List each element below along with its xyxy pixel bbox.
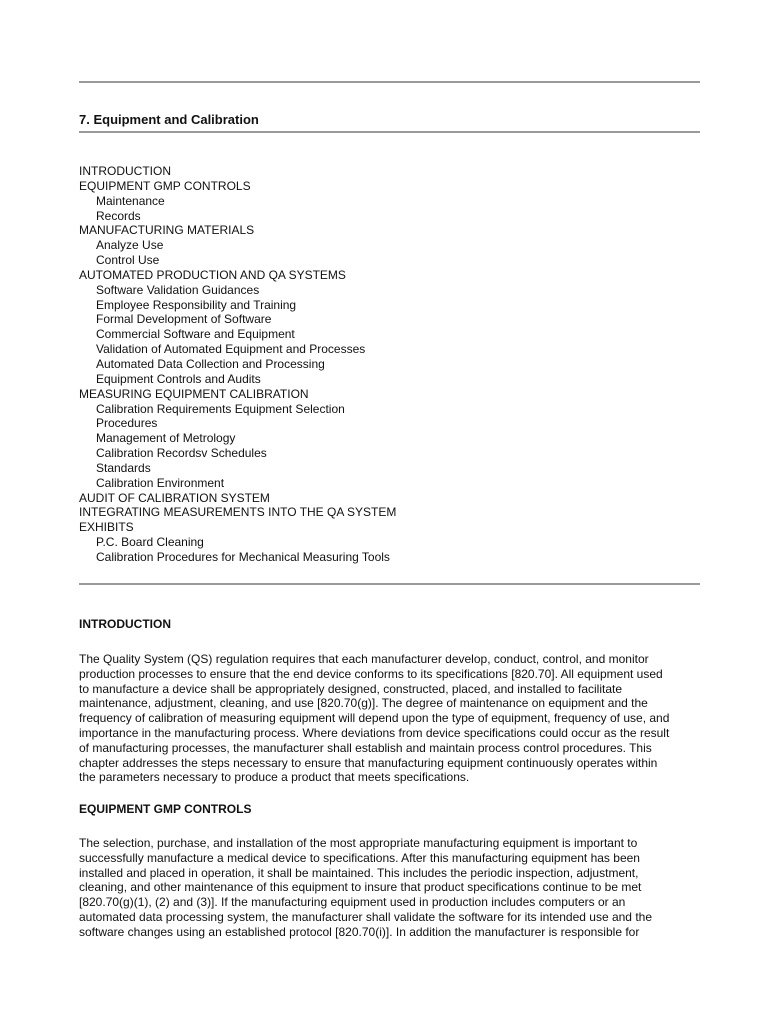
paragraph-line: chapter addresses the steps necessary to ensure that manufacturing equipment continuously operates within bbox=[79, 755, 658, 770]
toc-subentry[interactable]: Calibration Environment bbox=[96, 475, 225, 490]
table-of-contents bbox=[79, 164, 396, 565]
toc-entry[interactable]: EQUIPMENT GMP CONTROLS bbox=[79, 178, 251, 193]
toc-entry[interactable]: MANUFACTURING MATERIALS bbox=[79, 223, 255, 238]
toc-subentry[interactable]: Calibration Recordsv Schedules bbox=[96, 446, 267, 461]
introduction-heading: INTRODUCTION bbox=[79, 617, 171, 631]
toc-subentry[interactable]: Management of Metrology bbox=[96, 431, 236, 446]
chapter-title: 7. Equipment and Calibration bbox=[79, 112, 259, 127]
toc-entry[interactable]: AUTOMATED PRODUCTION AND QA SYSTEMS bbox=[79, 267, 346, 282]
paragraph-line: importance in the manufacturing process. Where deviations from device specifications could occur as the result bbox=[79, 725, 670, 740]
toc-entry[interactable]: AUDIT OF CALIBRATION SYSTEM bbox=[79, 490, 270, 505]
toc-subentry[interactable]: Formal Development of Software bbox=[96, 312, 272, 327]
equipment-gmp-controls-paragraph bbox=[79, 836, 652, 940]
toc-subentry[interactable]: Commercial Software and Equipment bbox=[96, 327, 295, 342]
paragraph-line: software changes using an established protocol [820.70(i)]. In addition the manufacturer is responsible for bbox=[79, 924, 640, 939]
title-divider bbox=[79, 131, 700, 133]
toc-subentry[interactable]: Validation of Automated Equipment and Processes bbox=[96, 342, 366, 357]
toc-entry[interactable]: EXHIBITS bbox=[79, 520, 134, 535]
toc-subentry[interactable]: Equipment Controls and Audits bbox=[96, 371, 261, 386]
toc-subentry[interactable]: Records bbox=[96, 208, 141, 223]
toc-subentry[interactable]: Standards bbox=[96, 460, 151, 475]
paragraph-line: installed and placed in operation, it shall be maintained. This includes the periodic inspection, adjustment, bbox=[79, 865, 639, 880]
paragraph-line: maintenance, adjustment, cleaning, and use [820.70(g)]. The degree of maintenance on equipment and the bbox=[79, 696, 648, 711]
toc-subentry[interactable]: Maintenance bbox=[96, 193, 165, 208]
equipment-gmp-controls-heading: EQUIPMENT GMP CONTROLS bbox=[79, 802, 252, 816]
toc-subentry[interactable]: Automated Data Collection and Processing bbox=[96, 356, 325, 371]
toc-subentry[interactable]: Analyze Use bbox=[96, 238, 164, 253]
toc-divider bbox=[79, 583, 700, 585]
paragraph-line: to manufacture a device shall be appropriately designed, constructed, placed, and installed to facilitate bbox=[79, 681, 622, 696]
toc-subentry[interactable]: Calibration Requirements Equipment Selection bbox=[96, 401, 345, 416]
toc-subentry[interactable]: P.C. Board Cleaning bbox=[96, 535, 204, 550]
toc-subentry[interactable]: Employee Responsibility and Training bbox=[96, 297, 297, 312]
toc-subentry[interactable]: Control Use bbox=[96, 253, 160, 268]
paragraph-line: cleaning, and other maintenance of this equipment to insure that product specifications continue to be met bbox=[79, 880, 642, 895]
paragraph-line: successfully manufacture a medical device to specifications. After this manufacturing equipment has been bbox=[79, 850, 640, 865]
top-divider bbox=[79, 81, 700, 83]
introduction-paragraph bbox=[79, 652, 669, 785]
paragraph-line: automated data processing system, the manufacturer shall validate the software for its intended use and the bbox=[79, 909, 652, 924]
toc-subentry[interactable]: Calibration Procedures for Mechanical Measuring Tools bbox=[96, 549, 390, 564]
paragraph-line: frequency of calibration of measuring equipment will depend upon the type of equipment, frequency of use, and bbox=[79, 711, 670, 726]
toc-entry[interactable]: INTEGRATING MEASUREMENTS INTO THE QA SYSTEM bbox=[79, 505, 397, 520]
toc-entry[interactable]: MEASURING EQUIPMENT CALIBRATION bbox=[79, 386, 309, 401]
paragraph-line: The selection, purchase, and installation of the most appropriate manufacturing equipment is important to bbox=[79, 836, 638, 850]
paragraph-line: the parameters necessary to produce a product that meets specifications. bbox=[79, 770, 470, 785]
paragraph-line: The Quality System (QS) regulation requires that each manufacturer develop, conduct, control, and monitor bbox=[79, 652, 649, 666]
toc-subentry[interactable]: Software Validation Guidances bbox=[96, 282, 260, 297]
toc-subentry[interactable]: Procedures bbox=[96, 416, 158, 431]
toc-entry[interactable]: INTRODUCTION bbox=[79, 164, 171, 178]
paragraph-line: of manufacturing processes, the manufacturer shall establish and maintain process control procedures. This bbox=[79, 740, 652, 755]
paragraph-line: [820.70(g)(1), (2) and (3)]. If the manufacturing equipment used in production includes computers or an bbox=[79, 895, 626, 910]
paragraph-line: production processes to ensure that the end device conforms to its specifications [820.70]. All equipment used bbox=[79, 666, 663, 681]
